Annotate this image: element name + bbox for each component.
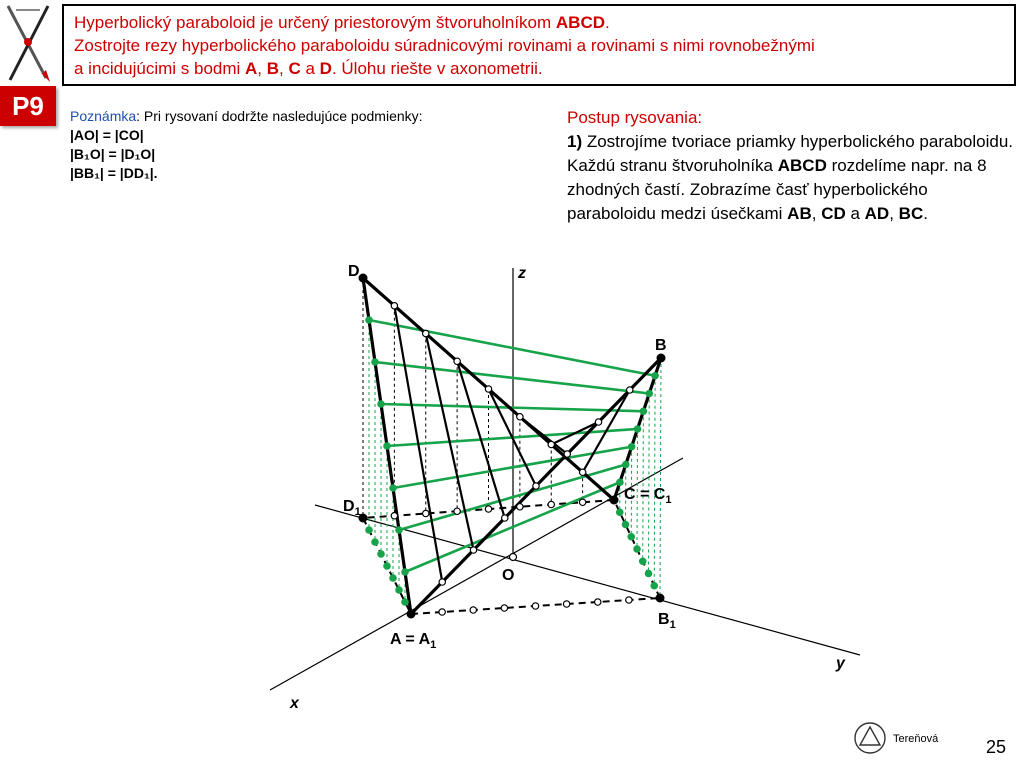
point-ad	[372, 359, 378, 365]
point-ab	[533, 483, 539, 489]
point-d1c	[579, 499, 585, 505]
point-dc	[485, 386, 491, 392]
label-z: z	[518, 265, 526, 282]
label-D1: $D_1$	[343, 498, 361, 518]
label-x: x	[290, 695, 299, 712]
author-logo-icon	[852, 720, 888, 756]
point-ad	[378, 401, 384, 407]
point-d1c	[454, 508, 460, 514]
point-b1c	[634, 546, 640, 552]
point-dc	[423, 330, 429, 336]
point-ad	[366, 317, 372, 323]
point-d1a	[372, 539, 378, 545]
page-number: 25	[986, 737, 1007, 757]
condition-b1o-d1o: |B₁O| = |D₁O|	[70, 146, 156, 162]
point-ab	[627, 387, 633, 393]
point-d1c	[423, 510, 429, 516]
slide-label: P9	[0, 86, 56, 126]
task-line-3: a incidujúcimi s bodmi A, B, C a D. Úlohu riešte v axonometrii.	[74, 59, 543, 78]
point-dc	[391, 303, 397, 309]
axis-x	[270, 458, 683, 690]
projection-line-bc	[660, 358, 661, 598]
note-intro: Poznámka: Pri rysovaní dodržte nasledujúce podmienky:	[70, 108, 423, 124]
point-dc	[548, 441, 554, 447]
point-bc	[628, 444, 634, 450]
label-O: O	[502, 567, 515, 584]
point-d1a	[390, 575, 396, 581]
point-b1c	[651, 583, 657, 589]
task-line-1: Hyperbolický paraboloid je určený priestorovým štvoruholníkom ABCD.	[74, 13, 610, 32]
point-d1a	[396, 587, 402, 593]
point-b1c	[628, 534, 634, 540]
vertex-A	[407, 610, 416, 619]
projection-line-bc	[654, 376, 655, 586]
label-B: B	[655, 337, 667, 354]
point-ab1	[501, 605, 507, 611]
point-bc	[623, 461, 629, 467]
point-b1c	[622, 521, 628, 527]
origin-point	[510, 554, 517, 561]
label-A-eq-A1: $A = A_1$	[390, 631, 437, 651]
ruling-green	[399, 465, 626, 531]
point-dc	[517, 414, 523, 420]
point-ad	[390, 485, 396, 491]
point-ab	[564, 451, 570, 457]
point-b1c	[617, 509, 623, 515]
point-ab1	[532, 603, 538, 609]
procedure-step-1: 1) Zostrojíme tvoriace priamky hyperbolického paraboloidu. Každú stranu štvoruholníka ABCD rozdelíme napr. na 8 zhodných častí. Zobrazíme časť hyperbolického paraboloidu medzi úsečkami AB, CD a AD, BC.	[567, 132, 1013, 223]
label-D: D	[348, 263, 360, 280]
point-ab1	[470, 607, 476, 613]
point-ab	[439, 579, 445, 585]
point-ab1	[595, 599, 601, 605]
point-d1c	[548, 501, 554, 507]
point-ab	[595, 419, 601, 425]
condition-ao-co: |AO| = |CO|	[70, 127, 144, 143]
point-ad	[384, 443, 390, 449]
point-dc	[454, 358, 460, 364]
point-bc	[646, 390, 652, 396]
point-b1c	[645, 570, 651, 576]
label-C-eq-C1: $C = C_1$	[624, 486, 672, 506]
point-ab1	[439, 609, 445, 615]
rulings-family-1	[369, 320, 655, 572]
point-bc	[652, 373, 658, 379]
point-d1c	[485, 506, 491, 512]
point-bc	[634, 426, 640, 432]
point-d1a	[402, 599, 408, 605]
point-d1a	[384, 563, 390, 569]
condition-bb1-dd1: |BB₁| = |DD₁|.	[70, 165, 158, 181]
label-B1: $B_1$	[658, 611, 676, 631]
author-name: Tereňová	[893, 733, 939, 745]
point-d1a	[366, 527, 372, 533]
point-dc	[579, 469, 585, 475]
point-ab1	[626, 597, 632, 603]
task-line-2: Zostrojte rezy hyperbolického paraboloidu súradnicovými rovinami a rovinami s nimi rovnobežnými	[74, 36, 815, 55]
label-y: y	[836, 655, 845, 672]
projection-line-bc	[649, 394, 650, 574]
point-d1c	[391, 513, 397, 519]
vertex-C	[610, 496, 619, 505]
procedure-title: Postup rysovania:	[567, 108, 703, 127]
point-ad	[402, 569, 408, 575]
point-bc	[617, 479, 623, 485]
point-d1a	[378, 551, 384, 557]
vertex-B	[657, 354, 666, 363]
vertex-D	[359, 274, 368, 283]
vertex-B1	[656, 594, 665, 603]
point-d1c	[517, 504, 523, 510]
point-bc	[640, 408, 646, 414]
point-ad	[396, 527, 402, 533]
point-ab	[470, 547, 476, 553]
point-b1c	[640, 558, 646, 564]
point-ab	[502, 515, 508, 521]
point-ab1	[563, 601, 569, 607]
